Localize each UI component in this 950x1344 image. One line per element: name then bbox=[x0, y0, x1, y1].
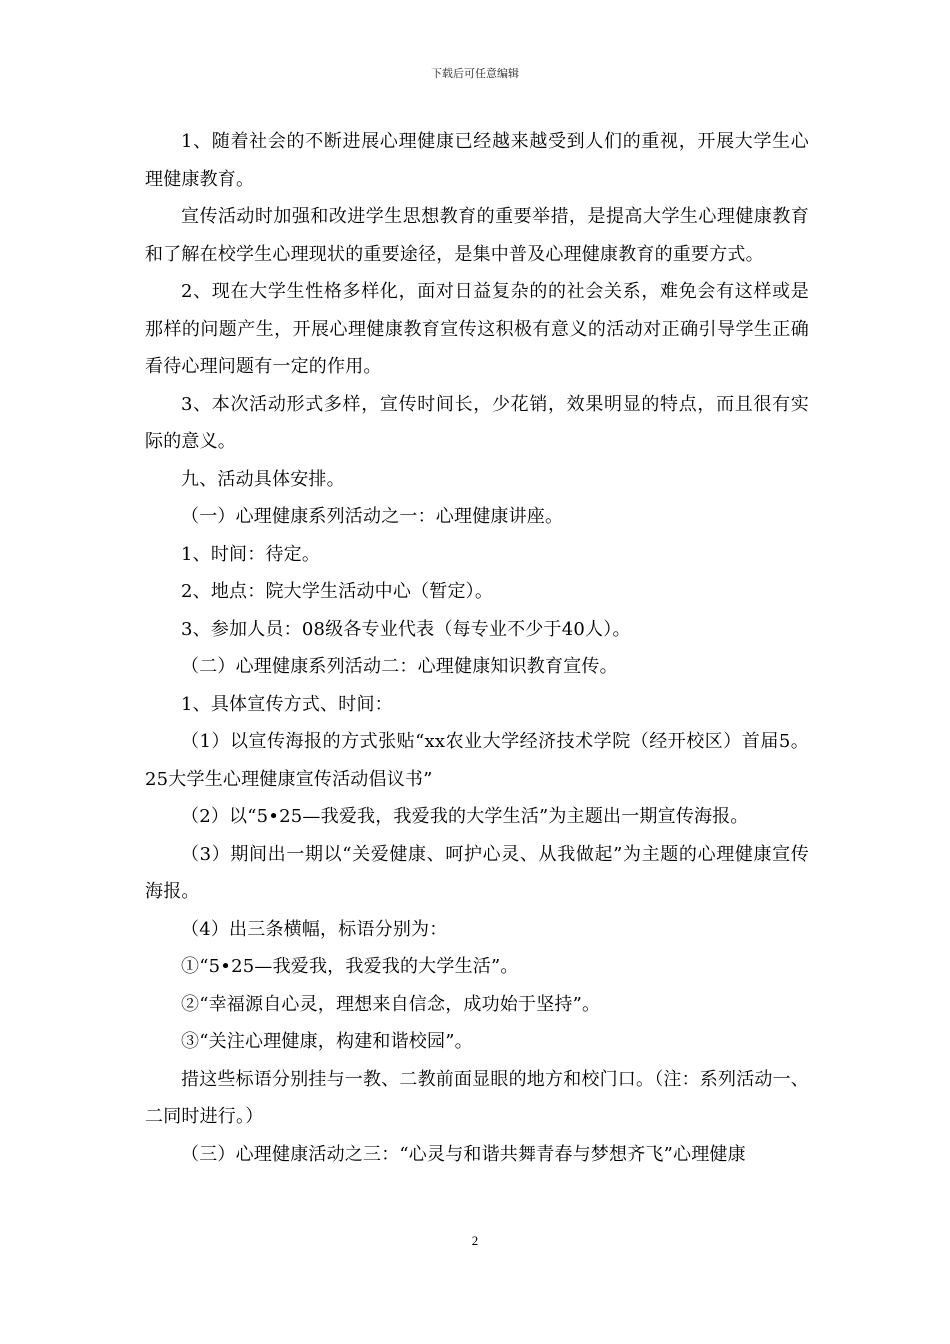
page-number: 2 bbox=[471, 1233, 479, 1248]
document-body bbox=[145, 123, 809, 1173]
subsection-heading: （一）心理健康系列活动之一：心理健康讲座。 bbox=[181, 506, 564, 527]
paragraph: （4）出三条横幅，标语分别为： bbox=[181, 918, 448, 940]
paragraph: 3、本次活动形式多样，宣传时间长，少花销，效果明显的特点，而且很有实际的意义。 bbox=[145, 393, 809, 452]
paragraph: 2、现在大学生性格多样化，面对日益复杂的的社会关系，难免会有这样或是那样的问题产生，开展心理健康教育宣传这积极有意义的活动对正确引导学生正确看待心理问题有一定的作用。 bbox=[145, 281, 809, 377]
paragraph: 1、时间：待定。 bbox=[181, 543, 321, 565]
paragraph: 2、地点：院大学生活动中心（暂定）。 bbox=[181, 581, 494, 602]
paragraph: （2）以“5•25—我爱我，我爱我的大学生活”为主题出一期宣传海报。 bbox=[181, 806, 749, 827]
page-header: 下载后可任意编辑 bbox=[431, 67, 519, 80]
paragraph: 3、参加人员：08级各专业代表（每专业不少于40人）。 bbox=[181, 618, 631, 640]
paragraph: 措这些标语分别挂与一教、二教前面显眼的地方和校门口。（注：系列活动一、二同时进行。） bbox=[145, 1068, 809, 1127]
slogan-item: ①“5•25—我爱我，我爱我的大学生活”。 bbox=[181, 956, 519, 977]
subsection-heading: （三）心理健康活动之三：“心灵与和谐共舞青春与梦想齐飞”心理健康 bbox=[181, 1143, 746, 1165]
slogan-item: ③“关注心理健康，构建和谐校园”。 bbox=[181, 1031, 473, 1052]
subsection-heading: （二）心理健康系列活动二：心理健康知识教育宣传。 bbox=[181, 656, 618, 677]
paragraph: 宣传活动时加强和改进学生思想教育的重要举措，是提高大学生心理健康教育和了解在校学生心理现状的重要途径，是集中普及心理健康教育的重要方式。 bbox=[145, 206, 809, 265]
paragraph: （1）以宣传海报的方式张贴“xx农业大学经济技术学院（经开校区）首届5。25大学生心理健康宣传活动倡议书” bbox=[145, 731, 809, 790]
paragraph: （3）期间出一期以“关爱健康、呵护心灵、从我做起”为主题的心理健康宣传海报。 bbox=[145, 843, 809, 902]
paragraph: 1、具体宣传方式、时间： bbox=[181, 693, 393, 715]
paragraph: 1、随着社会的不断进展心理健康已经越来越受到人们的重视，开展大学生心理健康教育。 bbox=[145, 131, 809, 190]
slogan-item: ②“幸福源自心灵，理想来自信念，成功始于坚持”。 bbox=[181, 993, 601, 1015]
section-heading: 九、活动具体安排。 bbox=[181, 468, 345, 490]
